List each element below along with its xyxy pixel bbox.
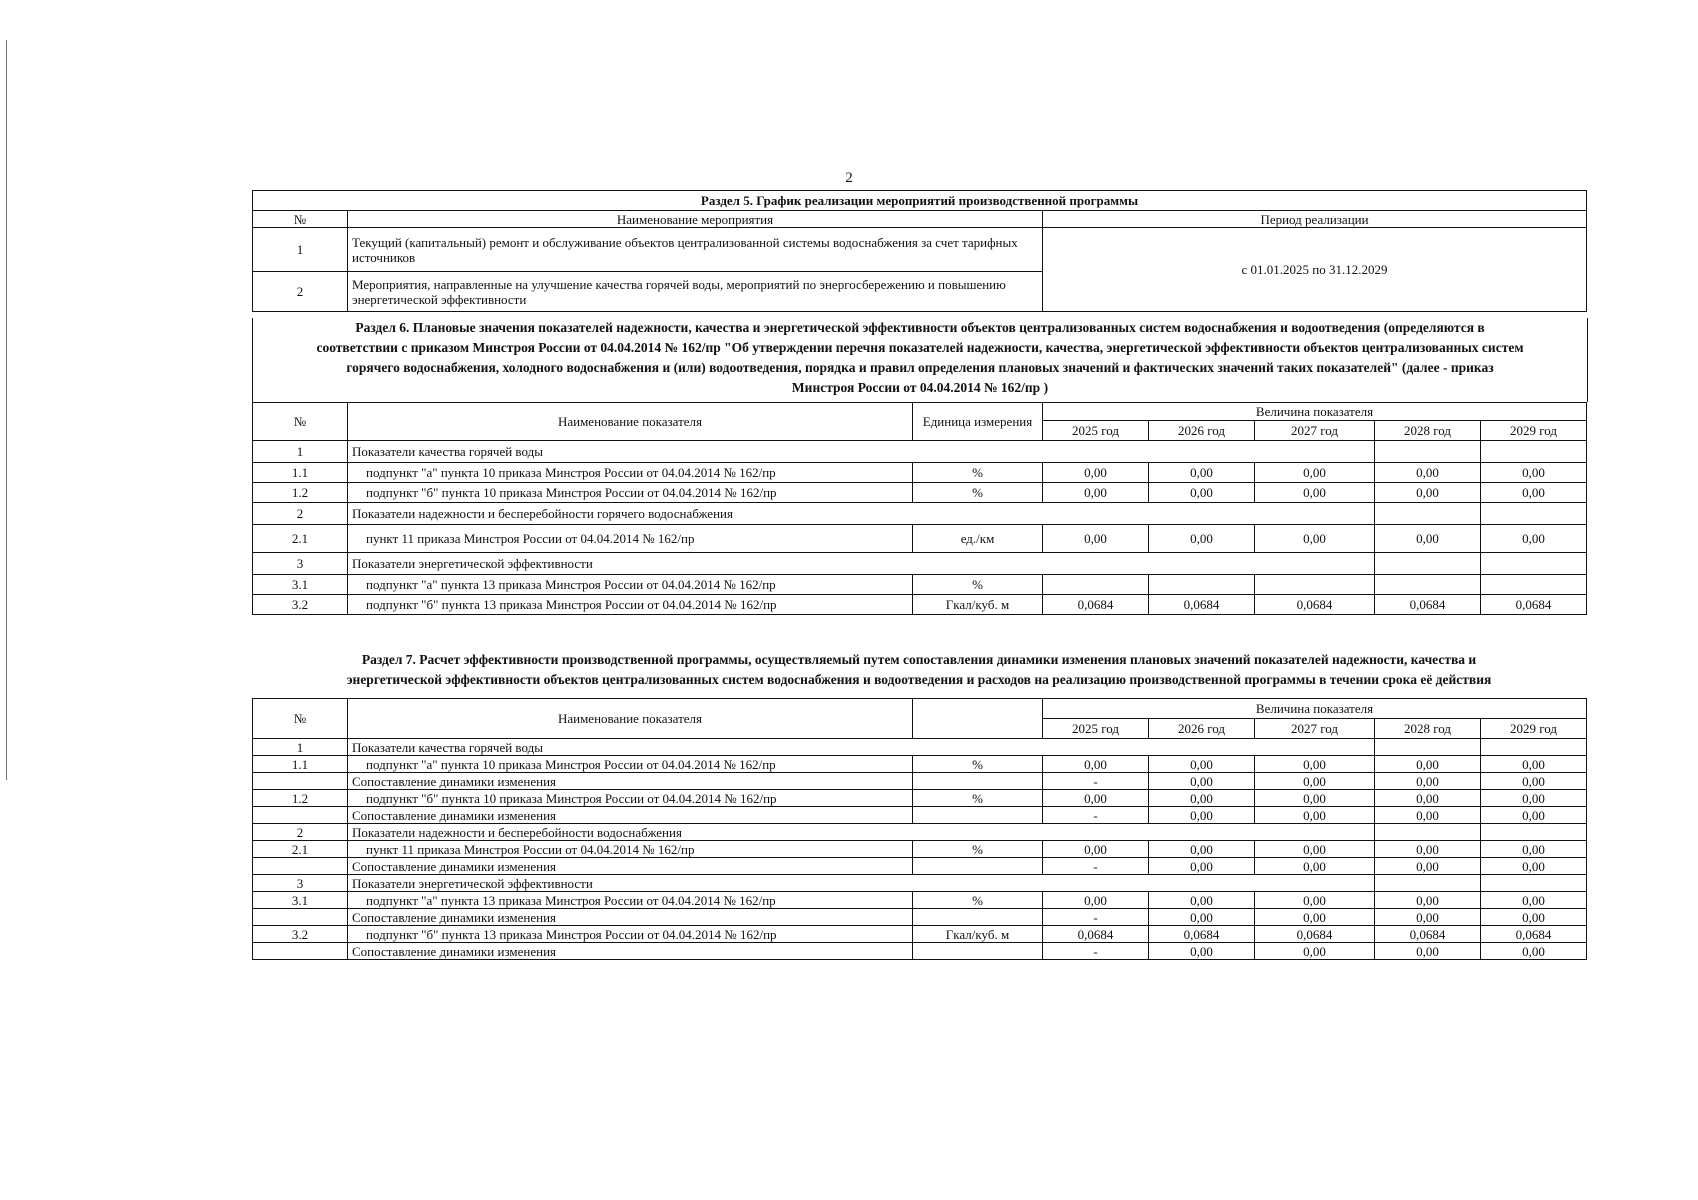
- row-number: 3.1: [253, 575, 348, 595]
- section7-col-no: №: [253, 699, 348, 739]
- value-cell: 0,00: [1149, 858, 1255, 875]
- value-cell: 0,00: [1149, 892, 1255, 909]
- table-row: [253, 858, 1587, 875]
- value-cell: 0,00: [1375, 909, 1481, 926]
- value-cell: 0,00: [1043, 841, 1149, 858]
- indicator-name: подпункт "б" пункта 13 приказа Минстроя России от 04.04.2014 № 162/пр: [348, 595, 913, 615]
- value-cell: 0,00: [1149, 943, 1255, 960]
- value-cell: -: [1043, 858, 1149, 875]
- value-cell: 0,00: [1481, 807, 1587, 824]
- table-row: [253, 595, 1587, 615]
- section5-col-period: Период реализации: [1043, 211, 1587, 228]
- row-number: 3: [253, 553, 348, 575]
- value-cell: 0,00: [1043, 463, 1149, 483]
- value-cell: 0,00: [1043, 756, 1149, 773]
- row-number: [253, 773, 348, 790]
- indicator-name: пункт 11 приказа Минстроя России от 04.04.2014 № 162/пр: [348, 525, 913, 553]
- group-row: [253, 824, 1587, 841]
- value-cell: 0,00: [1481, 525, 1587, 553]
- value-cell: [1375, 575, 1481, 595]
- indicator-name: подпункт "б" пункта 13 приказа Минстроя России от 04.04.2014 № 162/пр: [348, 926, 913, 943]
- value-cell: 0,00: [1255, 483, 1375, 503]
- table-row: [253, 909, 1587, 926]
- empty-cell: [1375, 824, 1481, 841]
- value-cell: 0,00: [1375, 841, 1481, 858]
- value-cell: 0,00: [1043, 525, 1149, 553]
- empty-cell: [1481, 503, 1587, 525]
- indicator-name: Сопоставление динамики изменения: [348, 807, 913, 824]
- value-cell: 0,00: [1149, 909, 1255, 926]
- indicator-name: пункт 11 приказа Минстроя России от 04.04.2014 № 162/пр: [348, 841, 913, 858]
- group-name: Показатели надежности и бесперебойности водоснабжения: [348, 824, 1375, 841]
- group-name: Показатели энергетической эффективности: [348, 553, 1375, 575]
- empty-cell: [1375, 441, 1481, 463]
- section7-title: [252, 650, 1586, 698]
- value-cell: 0,00: [1481, 841, 1587, 858]
- value-cell: [1149, 575, 1255, 595]
- section7-col-value: Величина показателя: [1043, 699, 1587, 719]
- value-cell: 0,00: [1375, 943, 1481, 960]
- table-row: [253, 773, 1587, 790]
- table-row: [253, 525, 1587, 553]
- section6-year: 2029 год: [1481, 421, 1587, 441]
- section6-body: [253, 441, 1587, 615]
- table-row: [253, 483, 1587, 503]
- unit-cell: [913, 773, 1043, 790]
- value-cell: 0,00: [1375, 892, 1481, 909]
- section7-year: 2027 год: [1255, 719, 1375, 739]
- page-number: 2: [845, 170, 853, 186]
- section7-col-name: Наименование показателя: [348, 699, 913, 739]
- section6-col-unit: Единица измерения: [913, 403, 1043, 441]
- section6-title-line: горячего водоснабжения, холодного водоснабжения и (или) водоотведения, порядка и правил определения плановых значений и фактических значений таких показателей" (далее - приказ: [346, 360, 1494, 375]
- value-cell: -: [1043, 807, 1149, 824]
- section6-title: [252, 318, 1588, 402]
- value-cell: 0,0684: [1375, 926, 1481, 943]
- table-row: [253, 575, 1587, 595]
- value-cell: 0,0684: [1375, 595, 1481, 615]
- unit-cell: [913, 943, 1043, 960]
- value-cell: -: [1043, 773, 1149, 790]
- row-number: [253, 943, 348, 960]
- value-cell: 0,00: [1481, 909, 1587, 926]
- section6-table-wrap: [252, 402, 1586, 615]
- value-cell: 0,00: [1255, 909, 1375, 926]
- value-cell: [1255, 575, 1375, 595]
- row-number: 1: [253, 739, 348, 756]
- section7-body: [253, 739, 1587, 960]
- value-cell: [1481, 575, 1587, 595]
- value-cell: 0,00: [1481, 483, 1587, 503]
- section7-year: 2026 год: [1149, 719, 1255, 739]
- section7-year: 2025 год: [1043, 719, 1149, 739]
- value-cell: 0,00: [1481, 858, 1587, 875]
- section5-table-wrap: [252, 190, 1586, 312]
- empty-cell: [1375, 739, 1481, 756]
- section6-table: [252, 402, 1587, 615]
- value-cell: 0,00: [1255, 807, 1375, 824]
- value-cell: 0,00: [1375, 807, 1481, 824]
- value-cell: 0,00: [1255, 773, 1375, 790]
- section5-title: Раздел 5. График реализации мероприятий производственной программы: [253, 191, 1587, 211]
- empty-cell: [1481, 875, 1587, 892]
- row-number: 3: [253, 875, 348, 892]
- value-cell: 0,0684: [1481, 926, 1587, 943]
- scan-edge-line: [6, 40, 7, 780]
- value-cell: 0,00: [1255, 463, 1375, 483]
- table-row: [253, 463, 1587, 483]
- indicator-name: Сопоставление динамики изменения: [348, 858, 913, 875]
- group-name: Показатели качества горячей воды: [348, 441, 1375, 463]
- group-row: [253, 503, 1587, 525]
- section7-title-line: энергетической эффективности объектов централизованных систем водоснабжения и водоотведения и расходов на реализацию производственной программы в течении срока её действия: [346, 672, 1492, 687]
- unit-cell: %: [913, 756, 1043, 773]
- value-cell: 0,00: [1375, 483, 1481, 503]
- unit-cell: %: [913, 790, 1043, 807]
- value-cell: 0,00: [1481, 790, 1587, 807]
- row-number: 1.1: [253, 756, 348, 773]
- value-cell: -: [1043, 943, 1149, 960]
- indicator-name: подпункт "а" пункта 10 приказа Минстроя России от 04.04.2014 № 162/пр: [348, 756, 913, 773]
- indicator-name: Сопоставление динамики изменения: [348, 909, 913, 926]
- value-cell: 0,0684: [1481, 595, 1587, 615]
- unit-cell: ед./км: [913, 525, 1043, 553]
- value-cell: 0,00: [1375, 773, 1481, 790]
- section5-col-name: Наименование мероприятия: [348, 211, 1043, 228]
- section7-year: 2028 год: [1375, 719, 1481, 739]
- table-row: [253, 807, 1587, 824]
- group-row: [253, 875, 1587, 892]
- value-cell: 0,00: [1255, 858, 1375, 875]
- indicator-name: подпункт "б" пункта 10 приказа Минстроя России от 04.04.2014 № 162/пр: [348, 790, 913, 807]
- section7-table-wrap: [252, 698, 1586, 960]
- value-cell: 0,00: [1149, 756, 1255, 773]
- section6-col-name: Наименование показателя: [348, 403, 913, 441]
- value-cell: 0,00: [1255, 892, 1375, 909]
- section5-table: [252, 190, 1587, 312]
- unit-cell: [913, 909, 1043, 926]
- value-cell: 0,00: [1375, 463, 1481, 483]
- section7-col-unit: [913, 699, 1043, 739]
- empty-cell: [1375, 553, 1481, 575]
- table-row: [253, 790, 1587, 807]
- value-cell: 0,00: [1255, 790, 1375, 807]
- value-cell: 0,00: [1255, 525, 1375, 553]
- section6-year: 2025 год: [1043, 421, 1149, 441]
- indicator-name: подпункт "а" пункта 13 приказа Минстроя России от 04.04.2014 № 162/пр: [348, 575, 913, 595]
- value-cell: 0,00: [1255, 841, 1375, 858]
- row-number: 2: [253, 824, 348, 841]
- unit-cell: [913, 858, 1043, 875]
- section7-title-line: Раздел 7. Расчет эффективности производственной программы, осуществляемый путем сопоставления динамики изменения плановых значений показателей надежности, качества и: [361, 652, 1477, 667]
- group-row: [253, 441, 1587, 463]
- value-cell: 0,00: [1481, 943, 1587, 960]
- section6-year: 2026 год: [1149, 421, 1255, 441]
- group-name: Показатели надежности и бесперебойности горячего водоснабжения: [348, 503, 1375, 525]
- value-cell: 0,0684: [1149, 595, 1255, 615]
- value-cell: 0,00: [1043, 790, 1149, 807]
- empty-cell: [1375, 503, 1481, 525]
- unit-cell: %: [913, 483, 1043, 503]
- row-number: 3.1: [253, 892, 348, 909]
- section5-row-name: Мероприятия, направленные на улучшение качества горячей воды, мероприятий по энергосбережению и повышению энергетической эффективности: [348, 272, 1043, 312]
- section5-row-name: Текущий (капитальный) ремонт и обслуживание объектов централизованной системы водоснабжения за счет тарифных источников: [348, 228, 1043, 272]
- row-number: [253, 807, 348, 824]
- section6-title-line: Раздел 6. Плановые значения показателей надежности, качества и энергетической эффективности объектов централизованных систем водоснабжения и водоотведения (определяются в: [355, 320, 1485, 335]
- indicator-name: подпункт "а" пункта 13 приказа Минстроя России от 04.04.2014 № 162/пр: [348, 892, 913, 909]
- value-cell: 0,00: [1149, 841, 1255, 858]
- section6-col-no: №: [253, 403, 348, 441]
- indicator-name: Сопоставление динамики изменения: [348, 943, 913, 960]
- table-row: [253, 841, 1587, 858]
- unit-cell: Гкал/куб. м: [913, 926, 1043, 943]
- indicator-name: Сопоставление динамики изменения: [348, 773, 913, 790]
- value-cell: 0,00: [1481, 773, 1587, 790]
- value-cell: 0,00: [1255, 756, 1375, 773]
- value-cell: 0,00: [1481, 892, 1587, 909]
- value-cell: 0,00: [1481, 463, 1587, 483]
- value-cell: [1043, 575, 1149, 595]
- table-row: [253, 756, 1587, 773]
- section7-table: [252, 698, 1587, 960]
- value-cell: 0,00: [1043, 892, 1149, 909]
- section6-title-line: Минстроя России от 04.04.2014 № 162/пр ): [791, 380, 1049, 395]
- empty-cell: [1375, 875, 1481, 892]
- unit-cell: %: [913, 892, 1043, 909]
- row-number: 2.1: [253, 841, 348, 858]
- unit-cell: %: [913, 575, 1043, 595]
- value-cell: 0,00: [1149, 463, 1255, 483]
- unit-cell: Гкал/куб. м: [913, 595, 1043, 615]
- group-row: [253, 739, 1587, 756]
- section6-year: 2028 год: [1375, 421, 1481, 441]
- section6-col-value: Величина показателя: [1043, 403, 1587, 421]
- indicator-name: подпункт "б" пункта 10 приказа Минстроя России от 04.04.2014 № 162/пр: [348, 483, 913, 503]
- empty-cell: [1481, 553, 1587, 575]
- group-name: Показатели энергетической эффективности: [348, 875, 1375, 892]
- empty-cell: [1481, 441, 1587, 463]
- value-cell: 0,00: [1375, 525, 1481, 553]
- row-number: 1.2: [253, 483, 348, 503]
- group-name: Показатели качества горячей воды: [348, 739, 1375, 756]
- row-number: [253, 909, 348, 926]
- table-row: [253, 926, 1587, 943]
- value-cell: 0,0684: [1255, 926, 1375, 943]
- section7-year: 2029 год: [1481, 719, 1587, 739]
- row-number: 2: [253, 503, 348, 525]
- value-cell: 0,00: [1149, 807, 1255, 824]
- table-row: [253, 943, 1587, 960]
- value-cell: 0,00: [1149, 483, 1255, 503]
- value-cell: 0,00: [1149, 790, 1255, 807]
- row-number: 1.2: [253, 790, 348, 807]
- row-number: 2.1: [253, 525, 348, 553]
- value-cell: 0,00: [1149, 525, 1255, 553]
- value-cell: -: [1043, 909, 1149, 926]
- section5-row-no: 2: [253, 272, 348, 312]
- row-number: 3.2: [253, 595, 348, 615]
- indicator-name: подпункт "а" пункта 10 приказа Минстроя России от 04.04.2014 № 162/пр: [348, 463, 913, 483]
- row-number: 3.2: [253, 926, 348, 943]
- value-cell: 0,00: [1149, 773, 1255, 790]
- value-cell: 0,00: [1481, 756, 1587, 773]
- value-cell: 0,0684: [1255, 595, 1375, 615]
- section5-col-no: №: [253, 211, 348, 228]
- value-cell: 0,00: [1375, 756, 1481, 773]
- table-row: [253, 892, 1587, 909]
- unit-cell: %: [913, 463, 1043, 483]
- row-number: 1.1: [253, 463, 348, 483]
- section5-period: с 01.01.2025 по 31.12.2029: [1043, 228, 1587, 312]
- row-number: [253, 858, 348, 875]
- value-cell: 0,00: [1375, 858, 1481, 875]
- row-number: 1: [253, 441, 348, 463]
- unit-cell: [913, 807, 1043, 824]
- value-cell: 0,0684: [1043, 926, 1149, 943]
- value-cell: 0,0684: [1043, 595, 1149, 615]
- empty-cell: [1481, 824, 1587, 841]
- value-cell: 0,00: [1375, 790, 1481, 807]
- section6-title-line: соответствии с приказом Минстроя России от 04.04.2014 № 162/пр "Об утверждении перечня показателей надежности, качества, энергетической эффективности объектов централизованных систем: [316, 340, 1524, 355]
- value-cell: 0,00: [1255, 943, 1375, 960]
- section6-year: 2027 год: [1255, 421, 1375, 441]
- unit-cell: %: [913, 841, 1043, 858]
- empty-cell: [1481, 739, 1587, 756]
- section5-row-no: 1: [253, 228, 348, 272]
- value-cell: 0,0684: [1149, 926, 1255, 943]
- group-row: [253, 553, 1587, 575]
- value-cell: 0,00: [1043, 483, 1149, 503]
